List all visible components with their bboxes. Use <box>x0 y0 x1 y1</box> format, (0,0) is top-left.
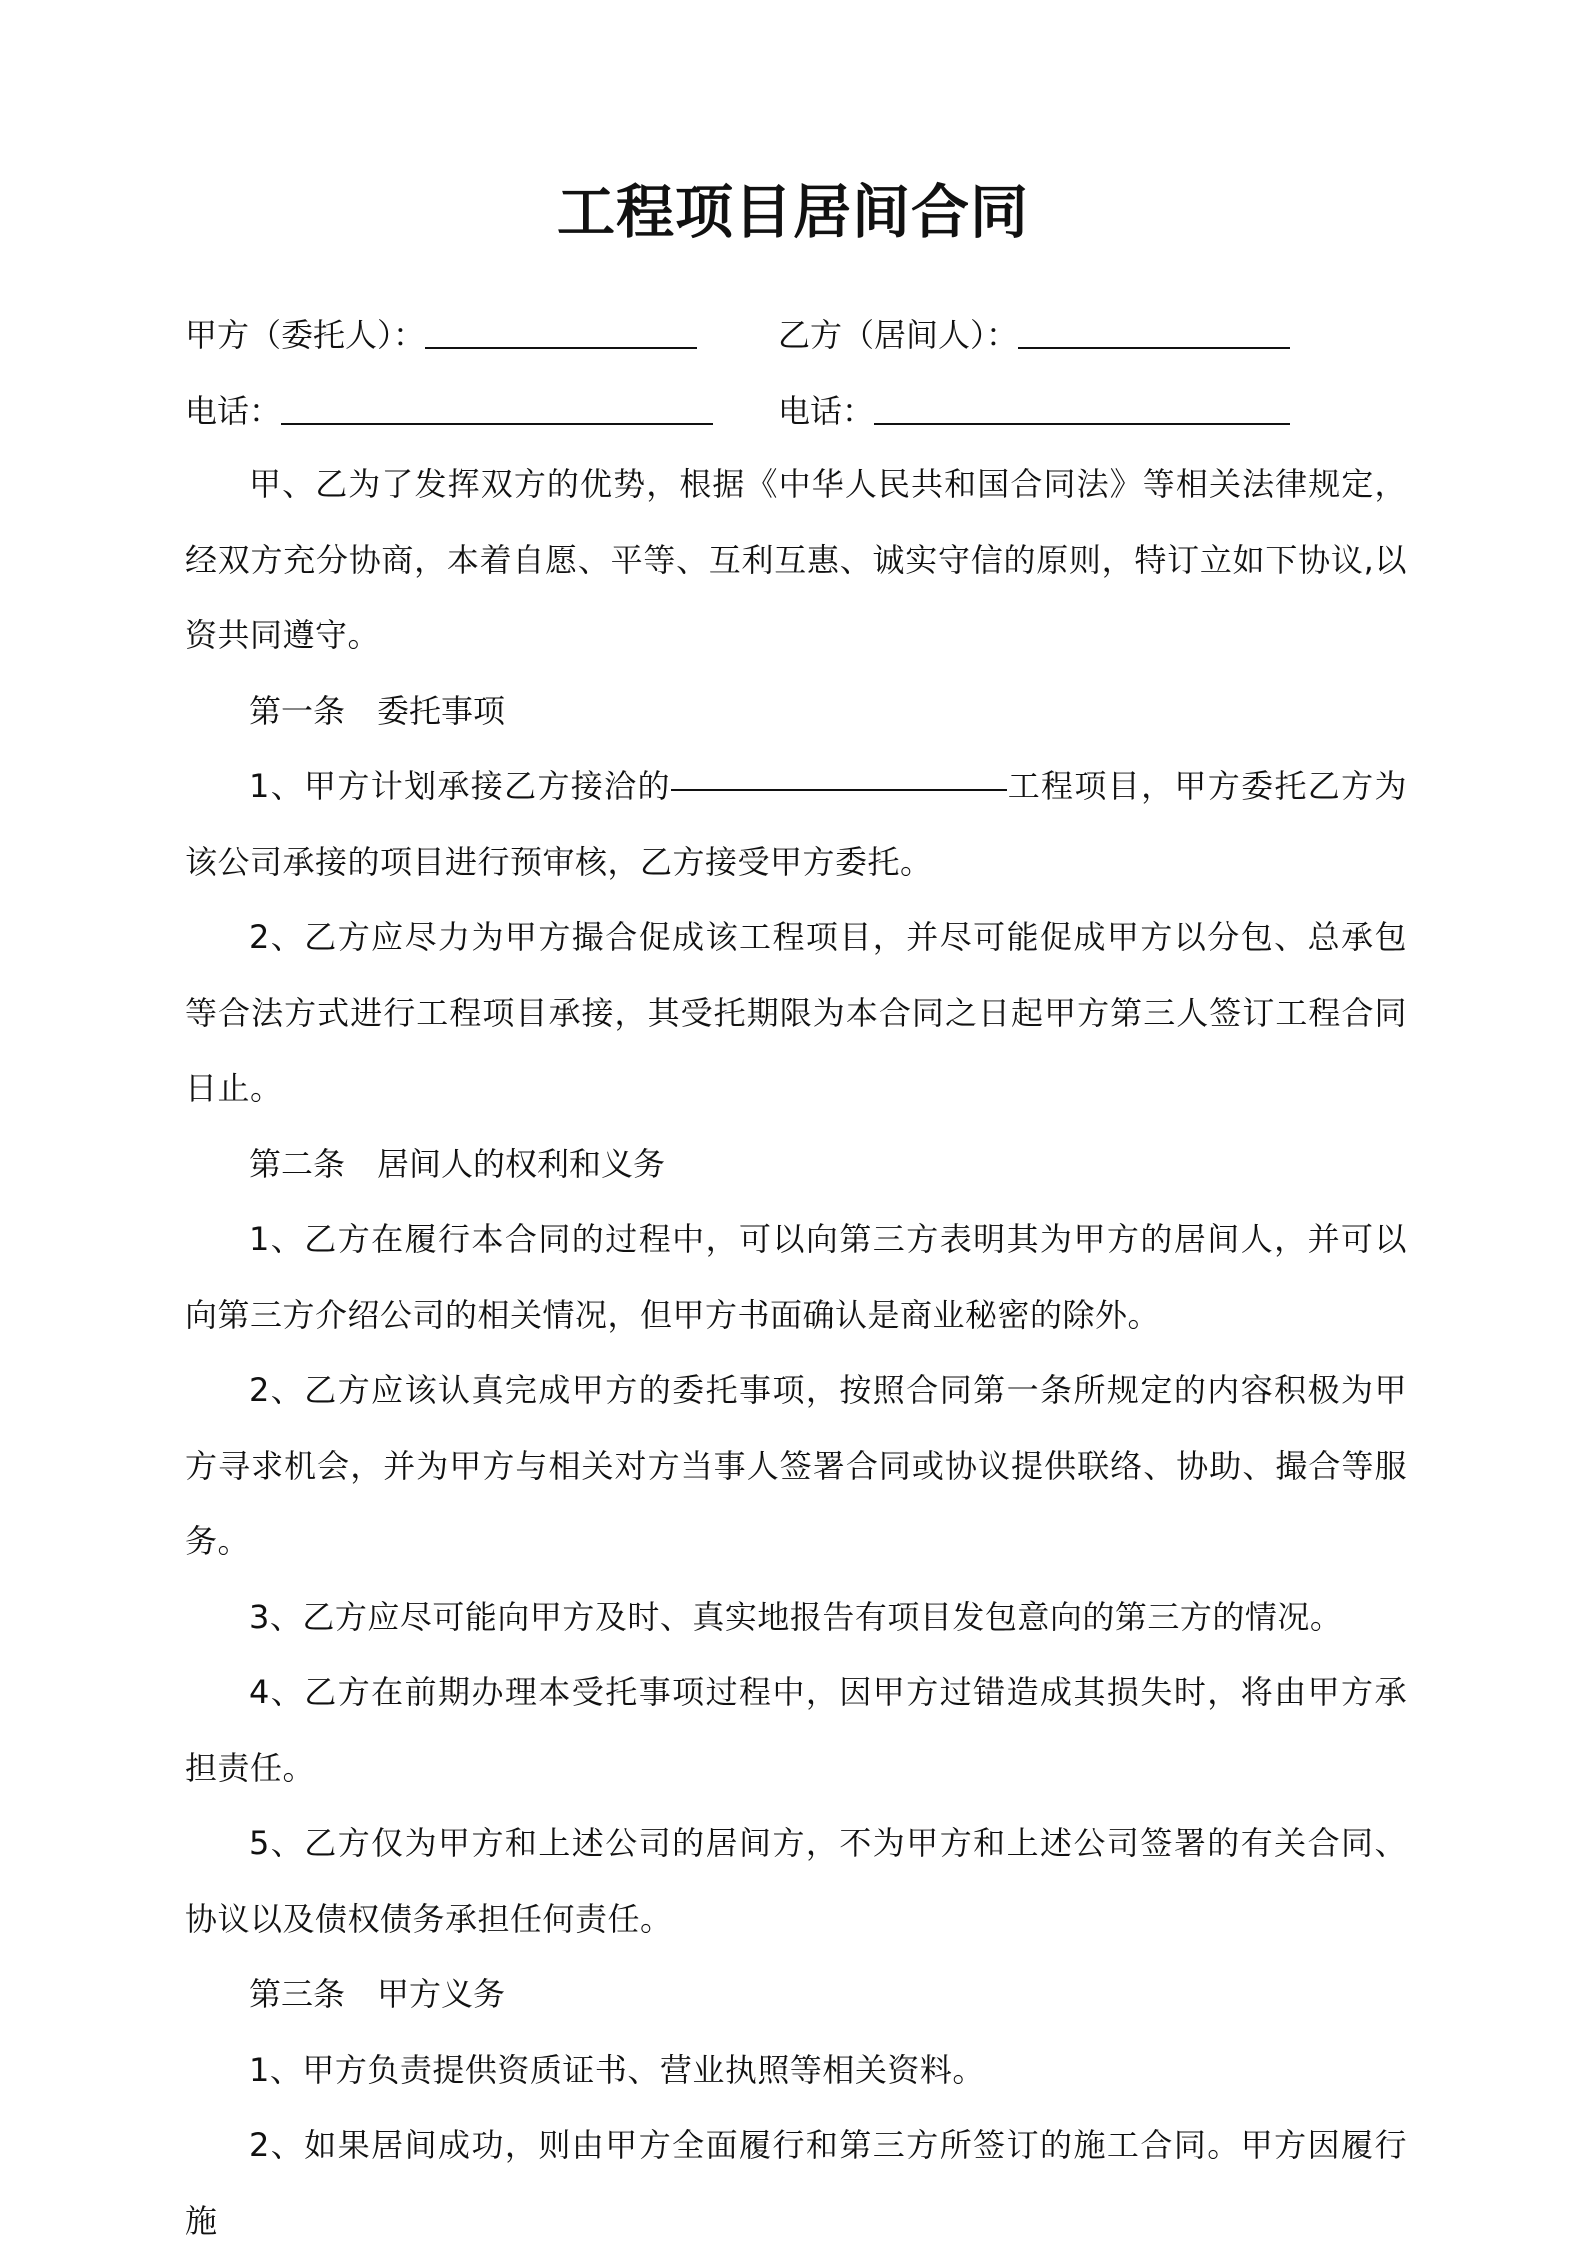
article-2-item-1: 1、乙方在履行本合同的过程中，可以向第三方表明其为甲方的居间人，并可以向第三方介绍公司的相关情况，但甲方书面确认是商业秘密的除外。 <box>185 1220 1407 1334</box>
party-a-label: 甲方（委托人）： <box>185 316 426 354</box>
article-1-item-2: 2、乙方应尽力为甲方撮合促成该工程项目，并尽可能促成甲方以分包、总承包等合法方式进行工程项目承接，其受托期限为本合同之日起甲方第三人签订工程合同日止。 <box>185 918 1407 1107</box>
party-b-blank <box>1018 305 1290 349</box>
article-2-heading: 第二条 居间人的权利和义务 <box>249 1144 666 1183</box>
party-a-blank <box>425 305 697 349</box>
article-3-item-1: 1、甲方负责提供资质证书、营业执照等相关资料。 <box>249 2050 985 2089</box>
contract-body <box>185 447 1407 2259</box>
article-1-item-1-text-after: 工程项目，甲方委托乙方为该公司承接的项目进行预审核，乙方接受甲方委托。 <box>185 767 1407 881</box>
article-3-heading: 第三条 甲方义务 <box>249 1975 506 2013</box>
article-1-item-1 <box>185 749 1407 900</box>
phone-b-label: 电话： <box>778 392 875 430</box>
article-2-item-2: 2、乙方应该认真完成甲方的委托事项，按照合同第一条所规定的内容积极为甲方寻求机会，并为甲方与相关对方当事人签署合同或协议提供联络、协助、撮合等服务。 <box>185 1371 1407 1560</box>
party-b-label: 乙方（居间人）： <box>778 316 1019 354</box>
document-title: 工程项目居间合同 <box>556 178 1029 246</box>
phone-b-field <box>778 381 1290 441</box>
phone-a-blank <box>281 381 713 425</box>
article-1-heading: 第一条 委托事项 <box>249 691 506 730</box>
project-name-blank <box>671 749 1007 791</box>
party-a-field <box>185 305 697 365</box>
phone-a-field <box>185 381 713 441</box>
article-2-item-3: 3、乙方应尽可能向甲方及时、真实地报告有项目发包意向的第三方的情况。 <box>249 1597 1343 1636</box>
article-2-item-5: 5、乙方仅为甲方和上述公司的居间方，不为甲方和上述公司签署的有关合同、协议以及债权债务承担任何责任。 <box>185 1824 1407 1938</box>
article-3-item-2: 2、如果居间成功，则由甲方全面履行和第三方所签订的施工合同。甲方因履行施 <box>185 2126 1407 2240</box>
party-b-field <box>778 305 1290 365</box>
article-2-item-4: 4、乙方在前期办理本受托事项过程中，因甲方过错造成其损失时，将由甲方承担责任。 <box>185 1673 1407 1787</box>
article-1-item-1-text-before: 1、甲方计划承接乙方接洽的 <box>249 767 671 805</box>
phone-a-label: 电话： <box>185 392 282 430</box>
intro-paragraph: 甲、乙为了发挥双方的优势，根据《中华人民共和国合同法》等相关法律规定，经双方充分协商，本着自愿、平等、互利互惠、诚实守信的原则，特订立如下协议,以资共同遵守。 <box>185 465 1407 654</box>
phone-b-blank <box>874 381 1290 425</box>
